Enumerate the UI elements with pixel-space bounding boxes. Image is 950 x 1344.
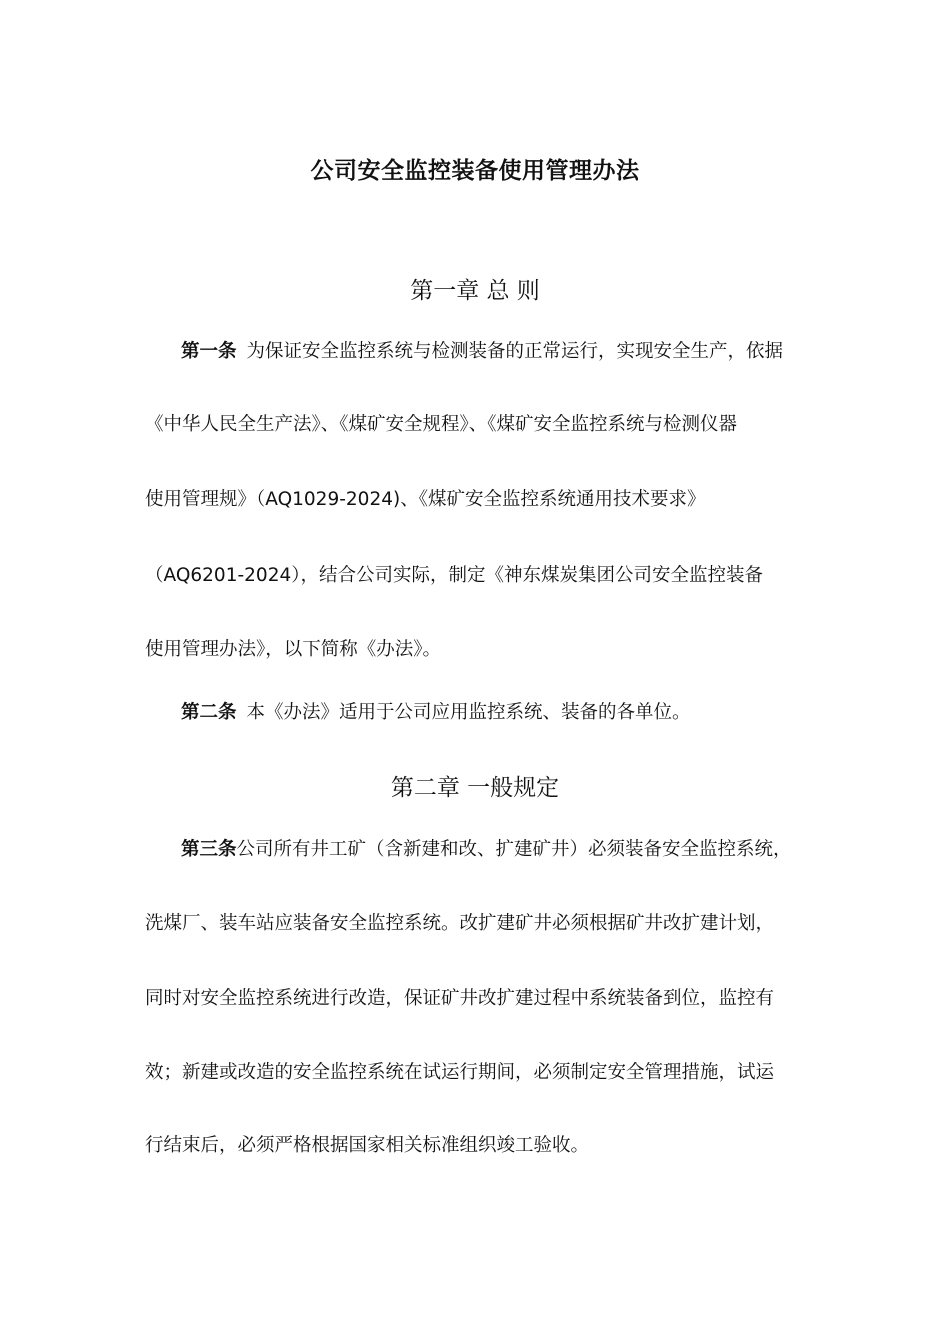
article-text: 公司所有井工矿（含新建和改、扩建矿井）必须装备安全监控系统，: [236, 839, 792, 860]
article-3-line-1: [181, 835, 792, 861]
chapter-heading-1: 第一章 总 则: [410, 278, 540, 304]
article-text: 为保证安全监控系统与检测装备的正常运行，实现安全生产，依据: [246, 341, 784, 362]
article-1-line-2: 《中华人民全生产法》、《煤矿安全规程》、《煤矿安全监控系统与检测仪器: [145, 414, 738, 435]
chapter-heading-2: 第二章 一般规定: [390, 775, 560, 801]
article-text: 本《办法》适用于公司应用监控系统、装备的各单位。: [246, 702, 691, 723]
article-3-line-5: 行结束后，必须严格根据国家相关标准组织竣工验收。: [145, 1135, 590, 1156]
article-label: 第二条: [181, 702, 237, 723]
article-1-line-3: 使用管理规》（AQ1029-2024)、《煤矿安全监控系统通用技术要求》: [145, 489, 706, 510]
article-3-line-3: 同时对安全监控系统进行改造，保证矿井改扩建过程中系统装备到位，监控有: [145, 988, 775, 1009]
article-3-line-4: 效；新建或改造的安全监控系统在试运行期间，必须制定安全管理措施，试运: [145, 1062, 775, 1083]
article-2-line-1: [181, 698, 691, 724]
article-label: 第一条: [181, 341, 237, 362]
article-label: 第三条: [181, 839, 237, 860]
article-1-line-5: 使用管理办法》，以下简称《办法》。: [145, 639, 442, 660]
article-1-line-4: （AQ6201-2024），结合公司实际，制定《神东煤炭集团公司安全监控装备: [145, 565, 763, 586]
document-title: 公司安全监控装备使用管理办法: [310, 158, 640, 184]
article-1-line-1: [181, 337, 783, 363]
article-3-line-2: 洗煤厂、装车站应装备安全监控系统。改扩建矿井必须根据矿井改扩建计划，: [145, 913, 775, 934]
